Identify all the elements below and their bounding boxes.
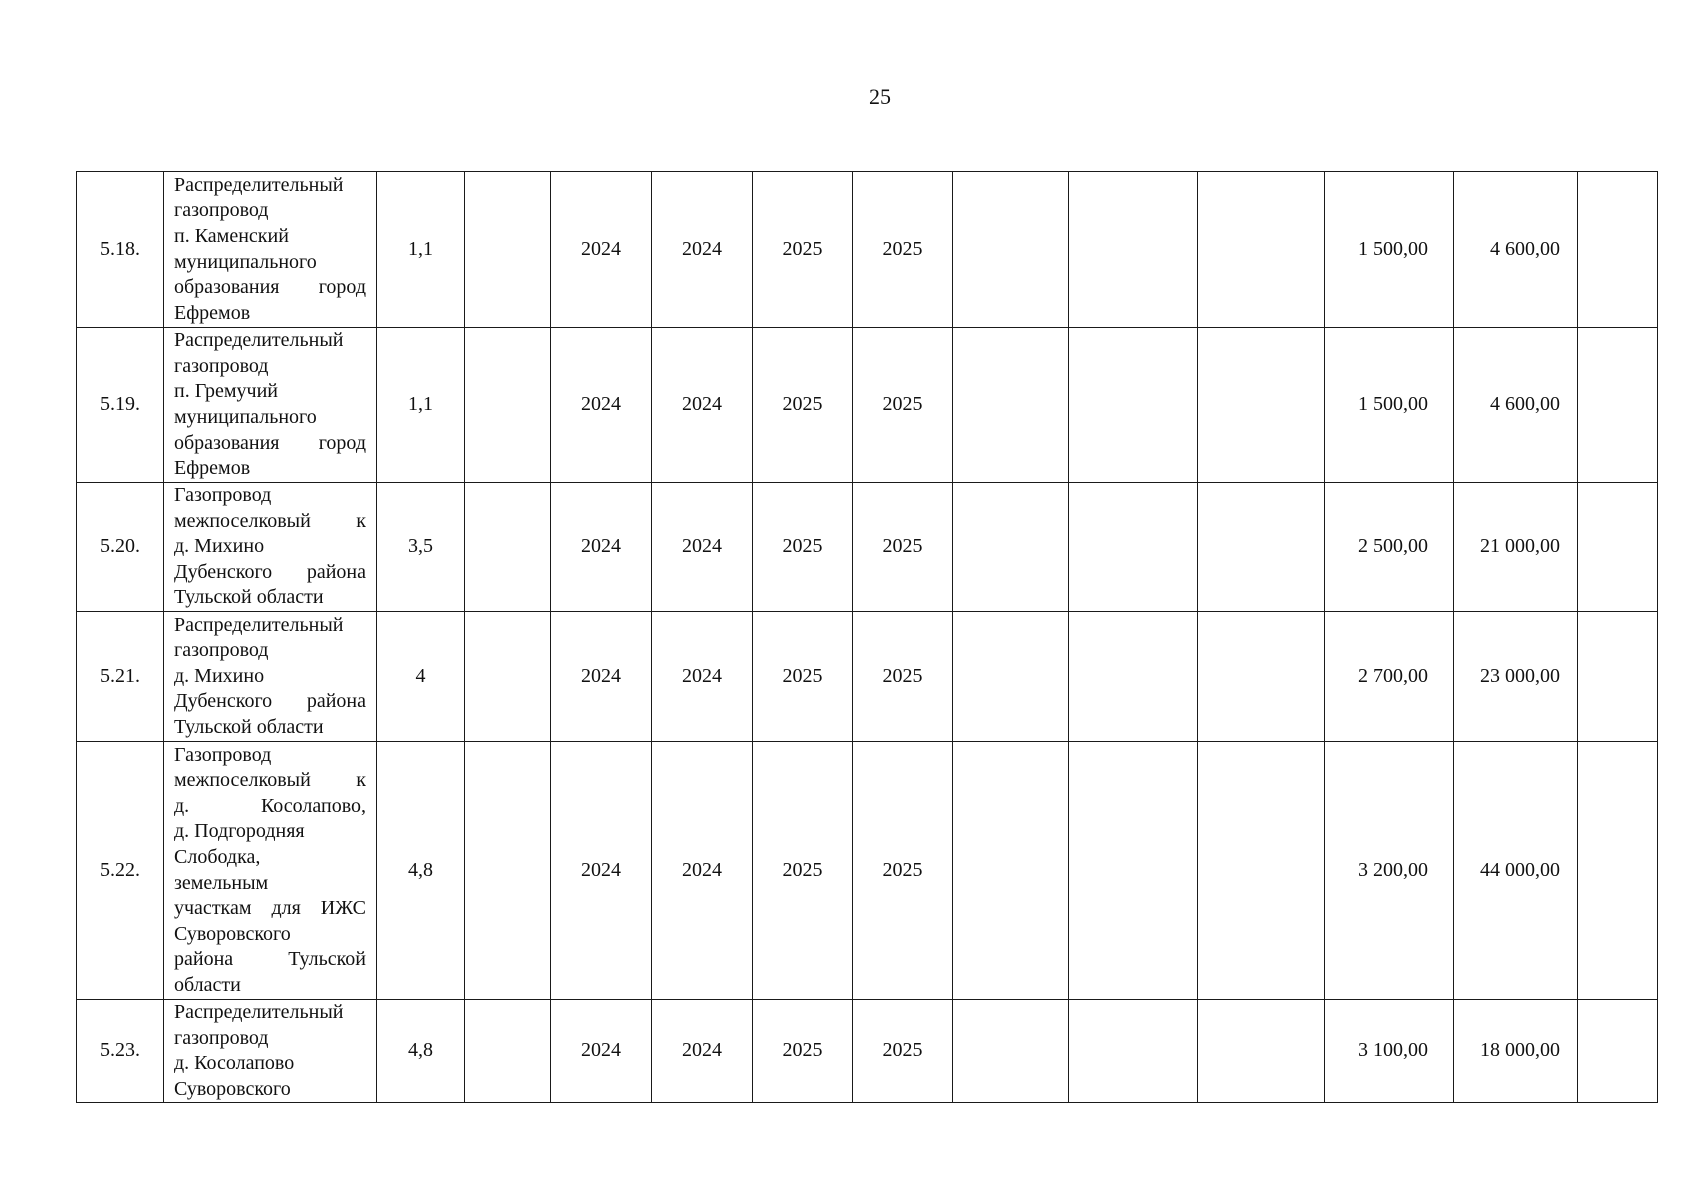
empty-cell <box>1198 328 1325 483</box>
empty-cell <box>1069 1000 1198 1103</box>
empty-cell <box>1069 742 1198 1000</box>
year-cell: 2024 <box>551 483 652 612</box>
empty-cell <box>1198 612 1325 742</box>
year-cell: 2024 <box>551 742 652 1000</box>
empty-cell <box>1069 612 1198 742</box>
empty-cell <box>1578 1000 1658 1103</box>
object-name: Газопровод межпоселковый к д. Косолапово, д. Подгородняя Слободка, земельным участкам для ИЖС Суворовского района Тульской области <box>164 742 377 1000</box>
cost-cell: 3 200,00 <box>1325 742 1454 1000</box>
empty-cell <box>465 328 551 483</box>
object-name: Газопровод межпоселковый к д. Михино Дубенского района Тульской области <box>164 483 377 612</box>
empty-cell <box>1069 483 1198 612</box>
empty-cell <box>1578 172 1658 328</box>
row-number: 5.20. <box>77 483 164 612</box>
year-cell: 2024 <box>551 1000 652 1103</box>
cost-cell: 18 000,00 <box>1454 1000 1578 1103</box>
length-cell: 1,1 <box>377 172 465 328</box>
year-cell: 2025 <box>753 172 853 328</box>
empty-cell <box>465 612 551 742</box>
empty-cell <box>1198 1000 1325 1103</box>
empty-cell <box>1578 483 1658 612</box>
empty-cell <box>953 483 1069 612</box>
empty-cell <box>1198 742 1325 1000</box>
table-row <box>77 328 1658 483</box>
row-number: 5.19. <box>77 328 164 483</box>
year-cell: 2025 <box>853 612 953 742</box>
empty-cell <box>465 742 551 1000</box>
year-cell: 2025 <box>753 328 853 483</box>
empty-cell <box>953 612 1069 742</box>
year-cell: 2024 <box>652 1000 753 1103</box>
investment-table <box>76 171 1658 1103</box>
year-cell: 2025 <box>853 328 953 483</box>
empty-cell <box>1069 172 1198 328</box>
year-cell: 2024 <box>551 172 652 328</box>
cost-cell: 1 500,00 <box>1325 328 1454 483</box>
year-cell: 2025 <box>853 742 953 1000</box>
year-cell: 2024 <box>652 742 753 1000</box>
object-name: Распределительный газопровод д. Косолапово Суворовского <box>164 1000 377 1103</box>
row-number: 5.22. <box>77 742 164 1000</box>
object-name: Распределительный газопровод п. Каменский муниципального образования город Ефремов <box>164 172 377 328</box>
length-cell: 4,8 <box>377 1000 465 1103</box>
year-cell: 2025 <box>853 1000 953 1103</box>
empty-cell <box>1578 612 1658 742</box>
row-number: 5.18. <box>77 172 164 328</box>
empty-cell <box>953 172 1069 328</box>
empty-cell <box>465 172 551 328</box>
cost-cell: 1 500,00 <box>1325 172 1454 328</box>
empty-cell <box>953 742 1069 1000</box>
length-cell: 4 <box>377 612 465 742</box>
year-cell: 2024 <box>652 328 753 483</box>
table-row <box>77 742 1658 1000</box>
year-cell: 2025 <box>753 742 853 1000</box>
year-cell: 2024 <box>652 172 753 328</box>
cost-cell: 23 000,00 <box>1454 612 1578 742</box>
empty-cell <box>1578 328 1658 483</box>
year-cell: 2024 <box>652 483 753 612</box>
year-cell: 2025 <box>853 483 953 612</box>
empty-cell <box>953 1000 1069 1103</box>
cost-cell: 44 000,00 <box>1454 742 1578 1000</box>
year-cell: 2024 <box>652 612 753 742</box>
table-row <box>77 1000 1658 1103</box>
empty-cell <box>953 328 1069 483</box>
empty-cell <box>1198 172 1325 328</box>
empty-cell <box>465 1000 551 1103</box>
cost-cell: 21 000,00 <box>1454 483 1578 612</box>
year-cell: 2025 <box>753 483 853 612</box>
empty-cell <box>1069 328 1198 483</box>
length-cell: 4,8 <box>377 742 465 1000</box>
table-row <box>77 483 1658 612</box>
empty-cell <box>465 483 551 612</box>
length-cell: 3,5 <box>377 483 465 612</box>
year-cell: 2025 <box>753 1000 853 1103</box>
cost-cell: 2 500,00 <box>1325 483 1454 612</box>
year-cell: 2024 <box>551 328 652 483</box>
cost-cell: 2 700,00 <box>1325 612 1454 742</box>
table-row <box>77 172 1658 328</box>
length-cell: 1,1 <box>377 328 465 483</box>
object-name: Распределительный газопровод д. Михино Дубенского района Тульской области <box>164 612 377 742</box>
page-number: 25 <box>869 84 891 109</box>
year-cell: 2025 <box>753 612 853 742</box>
table-row <box>77 612 1658 742</box>
year-cell: 2025 <box>853 172 953 328</box>
cost-cell: 4 600,00 <box>1454 328 1578 483</box>
empty-cell <box>1578 742 1658 1000</box>
object-name: Распределительный газопровод п. Гремучий муниципального образования город Ефремов <box>164 328 377 483</box>
year-cell: 2024 <box>551 612 652 742</box>
row-number: 5.23. <box>77 1000 164 1103</box>
cost-cell: 4 600,00 <box>1454 172 1578 328</box>
row-number: 5.21. <box>77 612 164 742</box>
empty-cell <box>1198 483 1325 612</box>
cost-cell: 3 100,00 <box>1325 1000 1454 1103</box>
